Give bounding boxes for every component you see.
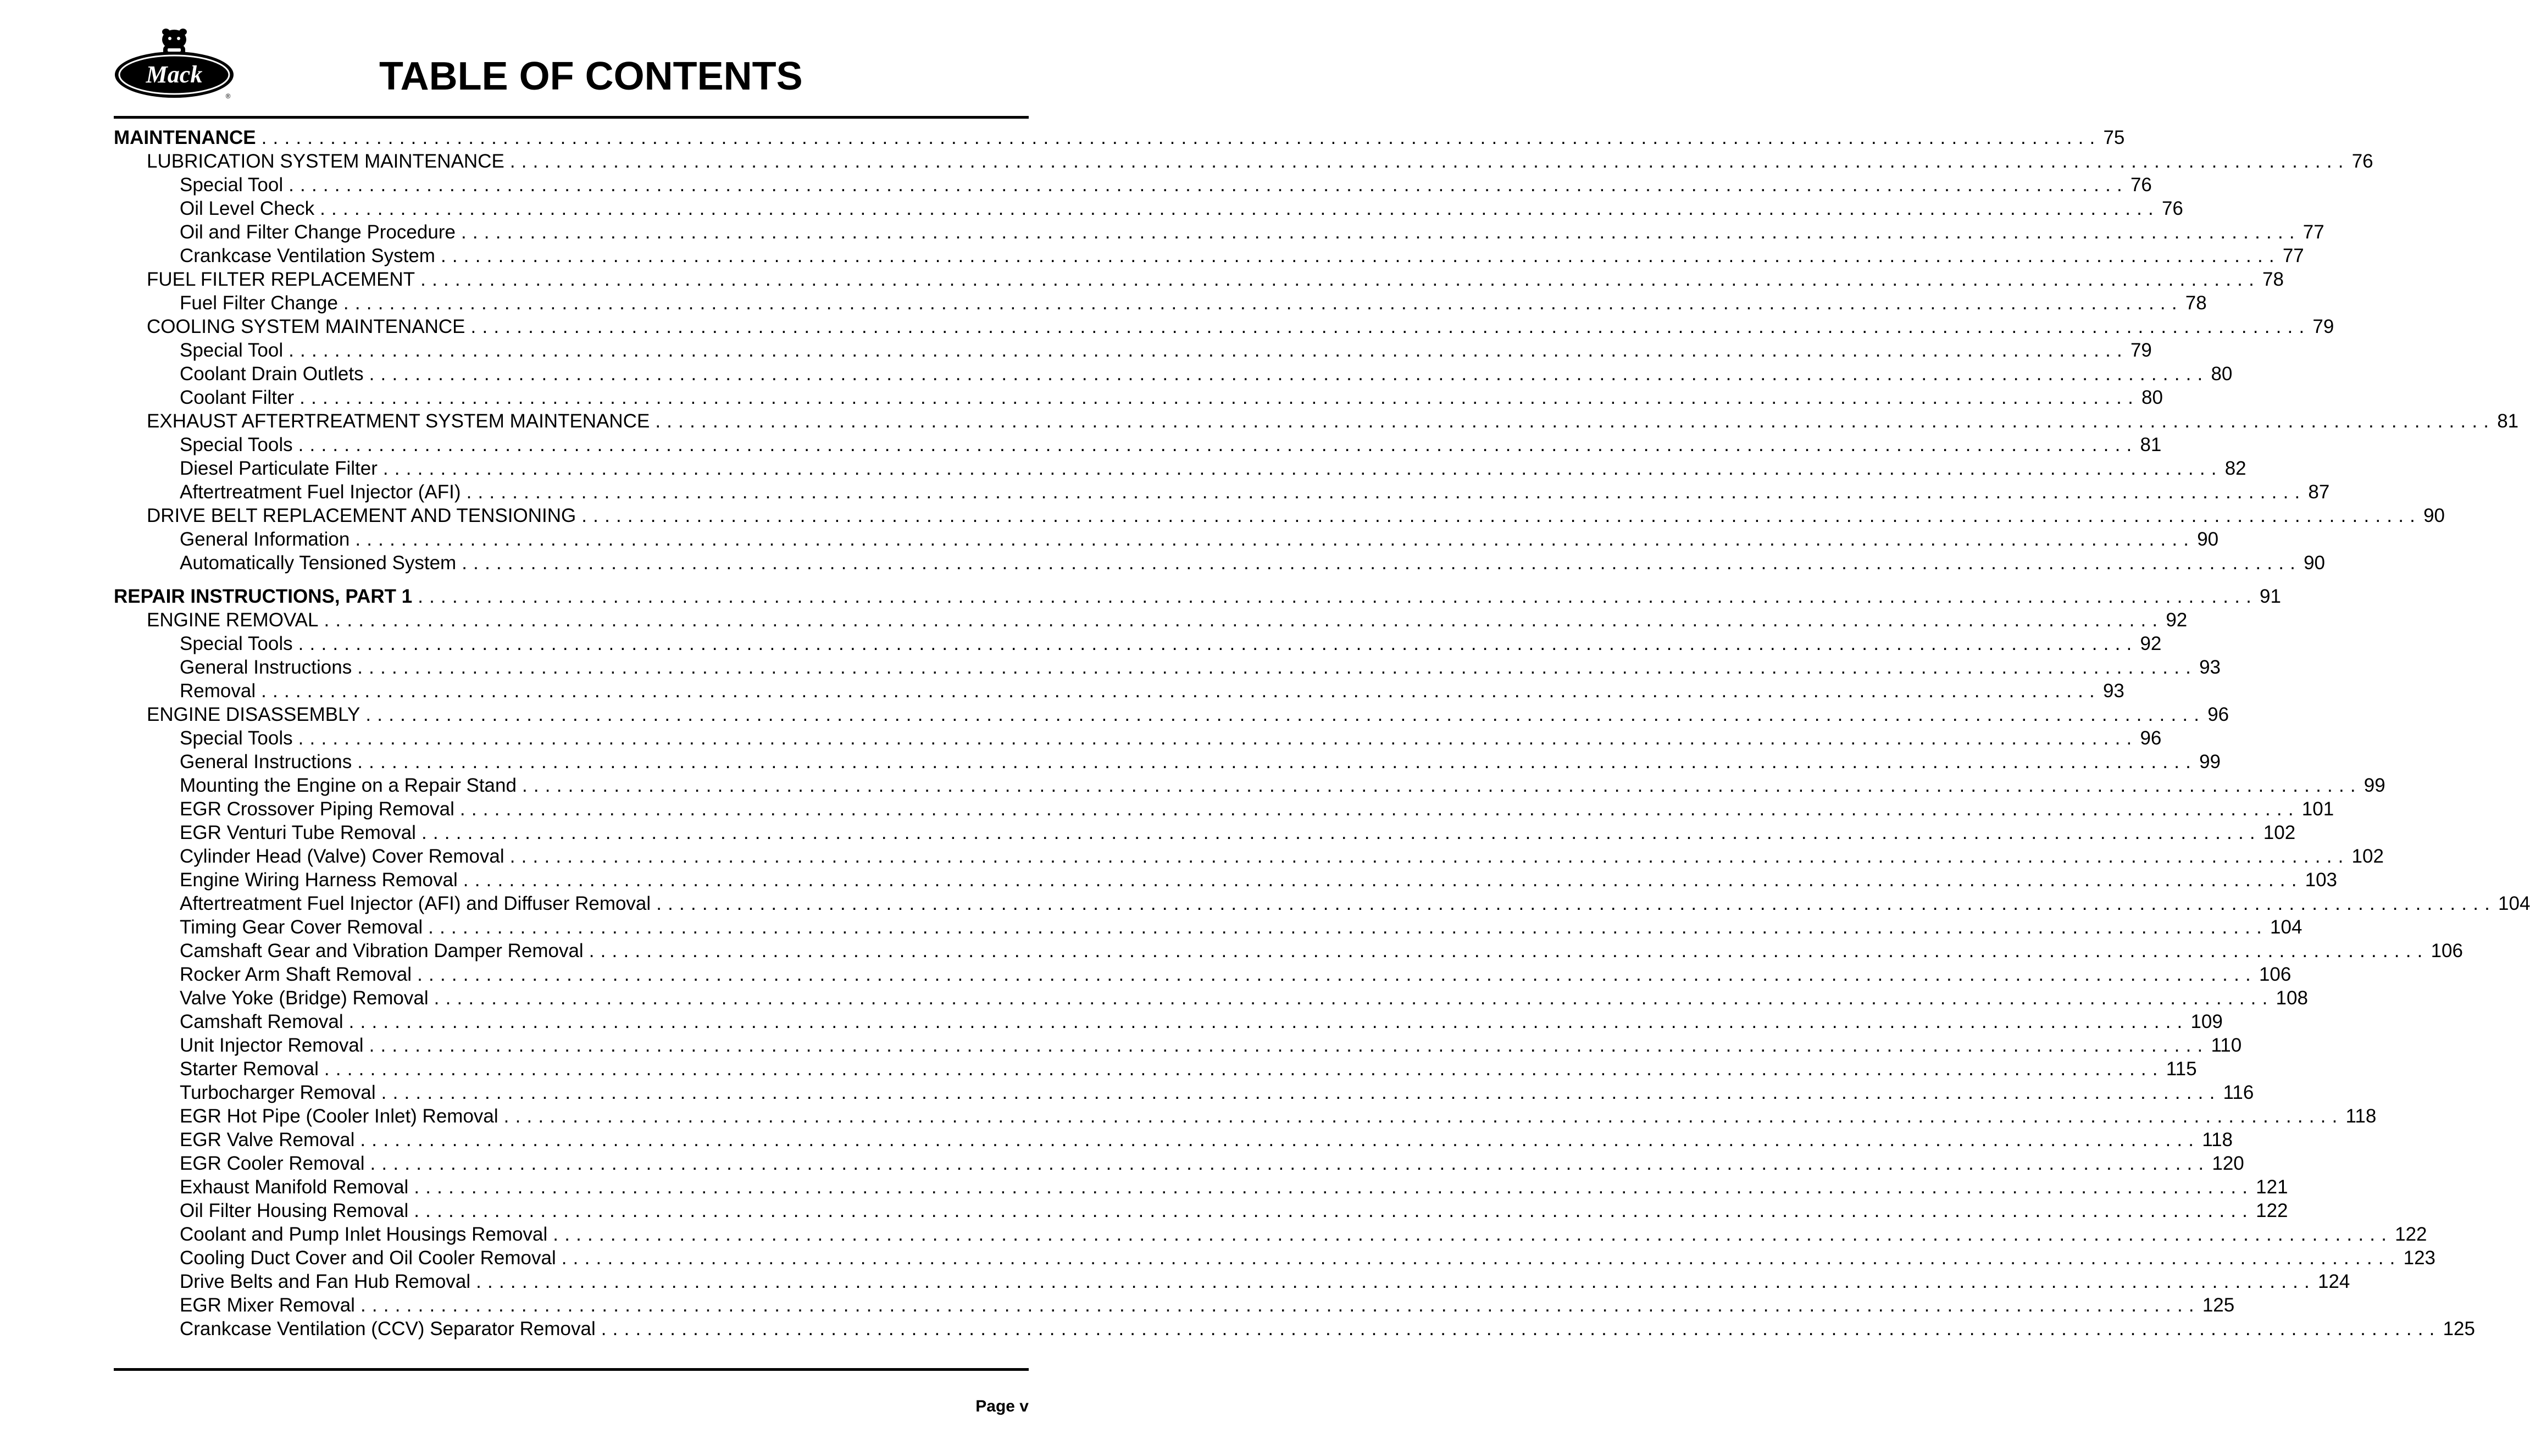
dot-leader: ................................................................................................................................................................ <box>460 221 2301 243</box>
toc-entry-label: Camshaft Removal <box>180 1011 343 1032</box>
top-divider <box>114 116 1029 119</box>
toc-entry-page: 92 <box>2140 633 2162 654</box>
dot-leader: ................................................................................................................................................................ <box>466 481 2306 503</box>
toc-entry[interactable] <box>114 504 2445 527</box>
dot-leader: ................................................................................................................................................................ <box>369 1035 2209 1056</box>
toc-entry-label: Special Tool <box>180 174 284 196</box>
dot-leader: ................................................................................................................................................................ <box>357 751 2198 773</box>
toc-entry-label: Engine Wiring Harness Removal <box>180 869 458 891</box>
toc-entry[interactable] <box>114 655 2221 679</box>
toc-entry-label: Coolant Filter <box>180 387 295 408</box>
toc-entry[interactable] <box>114 551 2326 575</box>
toc-entry-label: COOLING SYSTEM MAINTENANCE <box>147 316 465 337</box>
toc-entry-label: EGR Hot Pipe (Cooler Inlet) Removal <box>180 1105 498 1127</box>
toc-entry-label: Unit Injector Removal <box>180 1035 364 1056</box>
dot-leader: ................................................................................................................................................................ <box>298 727 2138 749</box>
dot-leader: ................................................................................................................................................................ <box>382 458 2223 479</box>
toc-entry-page: 90 <box>2423 505 2445 526</box>
dot-leader: ................................................................................................................................................................ <box>421 822 2261 843</box>
toc-entry-page: 93 <box>2199 657 2221 678</box>
toc-entry-label: Valve Yoke (Bridge) Removal <box>180 987 429 1009</box>
toc-entry-page: 96 <box>2140 727 2162 749</box>
dot-leader: ................................................................................................................................................................ <box>324 609 2164 631</box>
toc-entry-label: EGR Mixer Removal <box>180 1294 355 1316</box>
toc-entry[interactable] <box>114 1010 2223 1033</box>
toc-entry-label: Special Tools <box>180 434 293 455</box>
toc-entry[interactable] <box>114 726 2162 750</box>
dot-leader: ................................................................................................................................................................ <box>355 529 2195 550</box>
toc-entry-label: Special Tool <box>180 340 284 361</box>
toc-entry[interactable] <box>114 480 2330 504</box>
toc-entry[interactable] <box>114 338 2152 362</box>
bottom-divider <box>114 1368 1029 1371</box>
toc-entry-page: 76 <box>2161 198 2183 219</box>
dot-leader: ................................................................................................................................................................ <box>521 775 2362 796</box>
dot-leader: ................................................................................................................................................................ <box>440 245 2281 266</box>
toc-entry[interactable] <box>114 868 2338 892</box>
dot-leader: ................................................................................................................................................................ <box>261 680 2101 702</box>
toc-entry-page: 99 <box>2363 775 2385 796</box>
toc-entry-label: Coolant Drain Outlets <box>180 363 364 385</box>
dot-leader: ................................................................................................................................................................ <box>288 340 2128 361</box>
toc-entry[interactable] <box>114 173 2152 197</box>
toc-entry-page: 103 <box>2305 869 2338 891</box>
dot-leader: ................................................................................................................................................................ <box>288 174 2128 196</box>
dot-leader: ................................................................................................................................................................ <box>417 964 2257 985</box>
toc-entry-page: 118 <box>2345 1105 2377 1127</box>
toc-entry-label: Special Tools <box>180 727 293 749</box>
dot-leader: ................................................................................................................................................................ <box>581 505 2422 526</box>
dot-leader: ................................................................................................................................................................ <box>348 1011 2189 1032</box>
mack-bulldog-logo <box>113 24 236 100</box>
toc-entry-label: Oil and Filter Change Procedure <box>180 221 456 243</box>
toc-entry[interactable] <box>114 963 2292 986</box>
toc-entry-label: MAINTENANCE <box>114 127 256 148</box>
toc-entry[interactable] <box>114 1152 2244 1175</box>
toc-entry[interactable] <box>114 986 2308 1010</box>
toc-entry[interactable] <box>114 1246 2436 1270</box>
toc-entry-page: 104 <box>2270 916 2302 938</box>
toc-entry-page: 81 <box>2497 410 2519 432</box>
toc-entry-page: 115 <box>2166 1058 2197 1080</box>
toc-entry-page: 80 <box>2211 363 2233 385</box>
toc-entry-page: 123 <box>2403 1247 2436 1269</box>
dot-leader: ................................................................................................................................................................ <box>357 657 2198 678</box>
dot-leader: ................................................................................................................................................................ <box>369 363 2209 385</box>
toc-entry-label: Drive Belts and Fan Hub Removal <box>180 1271 471 1292</box>
toc-entry-page: 78 <box>2262 269 2284 290</box>
toc-entry-label: Automatically Tensioned System <box>180 552 457 574</box>
toc-entry-page: 99 <box>2199 751 2221 773</box>
toc-entry-label: Aftertreatment Fuel Injector (AFI) and Diffuser Removal <box>180 893 651 914</box>
toc-entry[interactable] <box>114 797 2334 821</box>
toc-entry-label: Starter Removal <box>180 1058 319 1080</box>
dot-leader: ................................................................................................................................................................ <box>463 869 2303 891</box>
toc-entry-label: Turbocharger Removal <box>180 1082 376 1103</box>
dot-leader: ................................................................................................................................................................ <box>370 1153 2210 1174</box>
toc-entry-page: 79 <box>2130 340 2152 361</box>
toc-entry-page: 102 <box>2263 822 2296 843</box>
toc-entry-label: Crankcase Ventilation System <box>180 245 435 266</box>
toc-entry-label: General Instructions <box>180 751 352 773</box>
table-of-contents <box>114 126 2530 1341</box>
toc-entry-page: 82 <box>2224 458 2246 479</box>
toc-entry-label: Removal <box>180 680 256 702</box>
toc-entry-label: Diesel Particulate Filter <box>180 458 378 479</box>
toc-entry-label: Special Tools <box>180 633 293 654</box>
toc-entry-page: 77 <box>2302 221 2324 243</box>
toc-entry-page: 93 <box>2102 680 2124 702</box>
toc-entry[interactable] <box>114 1104 2377 1128</box>
toc-entry[interactable] <box>114 1057 2197 1081</box>
toc-entry[interactable] <box>114 585 2281 608</box>
dot-leader: ................................................................................................................................................................ <box>365 704 2206 725</box>
dot-leader: ................................................................................................................................................................ <box>261 127 2101 148</box>
dot-leader: ................................................................................................................................................................ <box>360 1294 2200 1316</box>
toc-entry-page: 90 <box>2197 529 2219 550</box>
toc-entry-label: EGR Cooler Removal <box>180 1153 365 1174</box>
toc-entry[interactable] <box>114 703 2229 726</box>
dot-leader: ................................................................................................................................................................ <box>320 198 2160 219</box>
toc-entry-label: Cylinder Head (Valve) Cover Removal <box>180 846 504 867</box>
toc-entry-label: Exhaust Manifold Removal <box>180 1176 409 1198</box>
toc-entry[interactable] <box>114 1128 2233 1152</box>
toc-entry-page: 87 <box>2308 481 2330 503</box>
toc-entry-page: 96 <box>2207 704 2229 725</box>
toc-entry-label: Oil Level Check <box>180 198 315 219</box>
toc-entry[interactable] <box>114 1081 2254 1104</box>
toc-entry-page: 125 <box>2202 1294 2235 1316</box>
toc-entry[interactable] <box>114 291 2207 315</box>
toc-entry-label: Oil Filter Housing Removal <box>180 1200 409 1221</box>
toc-entry-page: 110 <box>2211 1035 2242 1056</box>
dot-leader: ................................................................................................................................................................ <box>509 151 2350 172</box>
dot-leader: ................................................................................................................................................................ <box>470 316 2311 337</box>
toc-entry-page: 76 <box>2351 151 2373 172</box>
toc-entry[interactable] <box>114 409 2519 433</box>
toc-entry-page: 109 <box>2190 1011 2223 1032</box>
page-number: Page v <box>975 1397 1029 1415</box>
toc-entry-page: 106 <box>2431 940 2463 962</box>
toc-entry-label: DRIVE BELT REPLACEMENT AND TENSIONING <box>147 505 576 526</box>
toc-entry-page: 101 <box>2301 798 2334 820</box>
toc-entry-page: 77 <box>2282 245 2304 266</box>
toc-entry[interactable] <box>114 844 2384 868</box>
toc-entry[interactable] <box>114 362 2233 386</box>
dot-leader: ................................................................................................................................................................ <box>298 633 2138 654</box>
dot-leader: ................................................................................................................................................................ <box>360 1129 2200 1151</box>
toc-entry-label: EGR Crossover Piping Removal <box>180 798 454 820</box>
toc-entry-label: Aftertreatment Fuel Injector (AFI) <box>180 481 461 503</box>
toc-entry-page: 91 <box>2260 586 2281 607</box>
svg-text:®: ® <box>225 92 231 100</box>
toc-entry[interactable] <box>114 433 2162 457</box>
toc-entry-page: 120 <box>2212 1153 2244 1174</box>
toc-entry-page: 108 <box>2276 987 2308 1009</box>
toc-entry[interactable] <box>114 632 2162 655</box>
toc-entry[interactable] <box>114 268 2284 291</box>
toc-entry-page: 122 <box>2256 1200 2288 1221</box>
toc-entry-label: Timing Gear Cover Removal <box>180 916 423 938</box>
dot-leader: ................................................................................................................................................................ <box>503 1105 2344 1127</box>
toc-entry-label: EGR Venturi Tube Removal <box>180 822 416 843</box>
toc-entry-label: ENGINE REMOVAL <box>147 609 319 631</box>
toc-entry-page: 122 <box>2395 1224 2427 1245</box>
toc-entry-label: General Instructions <box>180 657 352 678</box>
toc-entry[interactable] <box>114 1317 2475 1341</box>
toc-entry[interactable] <box>114 939 2463 963</box>
dot-leader: ................................................................................................................................................................ <box>299 387 2139 408</box>
toc-entry[interactable] <box>114 915 2302 939</box>
toc-entry[interactable] <box>114 126 2125 149</box>
toc-entry-page: 118 <box>2202 1129 2233 1151</box>
toc-entry-label: General Information <box>180 529 350 550</box>
dot-leader: ................................................................................................................................................................ <box>509 846 2350 867</box>
svg-text:Mack: Mack <box>146 61 203 88</box>
toc-entry-page: 102 <box>2351 846 2384 867</box>
dot-leader: ................................................................................................................................................................ <box>298 434 2138 455</box>
toc-entry-label: ENGINE DISASSEMBLY <box>147 704 360 725</box>
toc-entry[interactable] <box>114 1270 2350 1293</box>
toc-entry[interactable] <box>114 679 2124 703</box>
toc-entry-label: Mounting the Engine on a Repair Stand <box>180 775 517 796</box>
dot-leader: ................................................................................................................................................................ <box>553 1224 2393 1245</box>
toc-entry-label: REPAIR INSTRUCTIONS, PART 1 <box>114 586 413 607</box>
toc-entry-label: EGR Valve Removal <box>180 1129 355 1151</box>
toc-entry[interactable] <box>114 892 2530 915</box>
toc-entry-page: 92 <box>2166 609 2188 631</box>
toc-entry-label: Rocker Arm Shaft Removal <box>180 964 412 985</box>
dot-leader: ................................................................................................................................................................ <box>462 552 2302 574</box>
dot-leader: ................................................................................................................................................................ <box>420 269 2260 290</box>
dot-leader: ................................................................................................................................................................ <box>476 1271 2316 1292</box>
toc-entry[interactable] <box>114 244 2304 268</box>
toc-entry-page: 125 <box>2443 1318 2475 1340</box>
toc-entry[interactable] <box>114 457 2246 480</box>
toc-entry-page: 79 <box>2312 316 2334 337</box>
toc-entry-page: 81 <box>2140 434 2162 455</box>
toc-entry[interactable] <box>114 1199 2288 1222</box>
toc-entry-label: LUBRICATION SYSTEM MAINTENANCE <box>147 151 504 172</box>
dot-leader: ................................................................................................................................................................ <box>589 940 2429 962</box>
toc-entry-page: 90 <box>2304 552 2326 574</box>
dot-leader: ................................................................................................................................................................ <box>324 1058 2164 1080</box>
toc-entry-label: Cooling Duct Cover and Oil Cooler Removal <box>180 1247 556 1269</box>
toc-entry[interactable] <box>114 149 2373 173</box>
toc-entry-label: EXHAUST AFTERTREATMENT SYSTEM MAINTENANCE <box>147 410 650 432</box>
toc-entry[interactable] <box>114 1033 2242 1057</box>
toc-entry[interactable] <box>114 220 2324 244</box>
toc-entry-page: 116 <box>2223 1082 2254 1103</box>
dot-leader: ................................................................................................................................................................ <box>343 292 2183 314</box>
dot-leader: ................................................................................................................................................................ <box>561 1247 2401 1269</box>
dot-leader: ................................................................................................................................................................ <box>428 916 2268 938</box>
toc-entry-page: 104 <box>2498 893 2530 914</box>
toc-entry-label: Fuel Filter Change <box>180 292 338 314</box>
toc-entry-page: 76 <box>2130 174 2152 196</box>
toc-entry[interactable] <box>114 774 2385 797</box>
toc-entry-page: 121 <box>2256 1176 2288 1198</box>
toc-entry[interactable] <box>114 527 2219 551</box>
toc-entry-page: 124 <box>2317 1271 2350 1292</box>
toc-entry[interactable] <box>114 386 2163 409</box>
toc-entry-label: Camshaft Gear and Vibration Damper Removal <box>180 940 584 962</box>
toc-entry-label: Crankcase Ventilation (CCV) Separator Removal <box>180 1318 596 1340</box>
toc-entry-page: 80 <box>2141 387 2163 408</box>
dot-leader: ................................................................................................................................................................ <box>414 1200 2254 1221</box>
toc-entry-page: 78 <box>2185 292 2207 314</box>
dot-leader: ................................................................................................................................................................ <box>418 586 2258 607</box>
dot-leader: ................................................................................................................................................................ <box>655 410 2495 432</box>
dot-leader: ................................................................................................................................................................ <box>381 1082 2221 1103</box>
toc-entry[interactable] <box>114 1175 2288 1199</box>
toc-entry[interactable] <box>114 315 2334 338</box>
dot-leader: ................................................................................................................................................................ <box>656 893 2496 914</box>
page-title: TABLE OF CONTENTS <box>379 54 803 98</box>
toc-entry[interactable] <box>114 1293 2235 1317</box>
toc-entry-page: 75 <box>2103 127 2125 148</box>
dot-leader: ................................................................................................................................................................ <box>434 987 2274 1009</box>
toc-entry[interactable] <box>114 821 2296 844</box>
toc-entry-label: Coolant and Pump Inlet Housings Removal <box>180 1224 548 1245</box>
toc-entry-page: 106 <box>2259 964 2292 985</box>
dot-leader: ................................................................................................................................................................ <box>459 798 2300 820</box>
dot-leader: ................................................................................................................................................................ <box>414 1176 2254 1198</box>
toc-entry[interactable] <box>114 1222 2427 1246</box>
toc-entry[interactable] <box>114 608 2188 632</box>
toc-entry[interactable] <box>114 750 2221 774</box>
dot-leader: ................................................................................................................................................................ <box>601 1318 2441 1340</box>
toc-entry[interactable] <box>114 197 2183 220</box>
toc-entry-label: FUEL FILTER REPLACEMENT <box>147 269 415 290</box>
